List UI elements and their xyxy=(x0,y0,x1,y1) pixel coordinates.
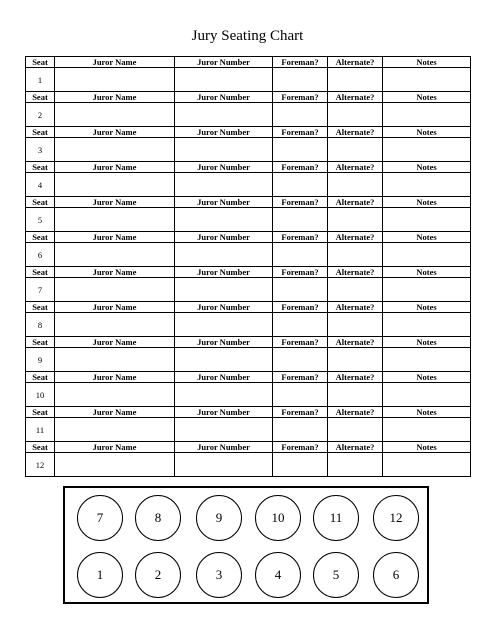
seat-number: 7 xyxy=(26,278,55,302)
seat-number: 1 xyxy=(26,68,55,92)
foreman-cell[interactable] xyxy=(273,243,328,267)
notes-cell[interactable] xyxy=(383,138,471,162)
column-header: Seat xyxy=(26,57,55,68)
column-header: Seat xyxy=(26,162,55,173)
column-header: Juror Name xyxy=(55,407,175,418)
header-row xyxy=(26,197,471,208)
notes-cell[interactable] xyxy=(383,418,471,442)
column-header: Foreman? xyxy=(273,92,328,103)
column-header: Notes xyxy=(383,302,471,313)
notes-cell[interactable] xyxy=(383,208,471,232)
column-header: Seat xyxy=(26,302,55,313)
header-row xyxy=(26,407,471,418)
column-header: Juror Number xyxy=(175,57,273,68)
seat-number: 8 xyxy=(26,313,55,337)
notes-cell[interactable] xyxy=(383,313,471,337)
seat-number: 5 xyxy=(26,208,55,232)
column-header: Seat xyxy=(26,337,55,348)
column-header: Alternate? xyxy=(328,302,383,313)
column-header: Juror Number xyxy=(175,267,273,278)
column-header: Alternate? xyxy=(328,407,383,418)
column-header: Juror Name xyxy=(55,162,175,173)
column-header: Juror Number xyxy=(175,372,273,383)
column-header: Seat xyxy=(26,92,55,103)
foreman-cell[interactable] xyxy=(273,68,328,92)
juror-name-cell[interactable] xyxy=(55,313,175,337)
header-row xyxy=(26,57,471,68)
column-header: Notes xyxy=(383,372,471,383)
seat-number: 9 xyxy=(26,348,55,372)
alternate-cell[interactable] xyxy=(328,243,383,267)
juror-name-cell[interactable] xyxy=(55,68,175,92)
column-header: Foreman? xyxy=(273,127,328,138)
foreman-cell[interactable] xyxy=(273,103,328,127)
column-header: Juror Number xyxy=(175,302,273,313)
juror-number-cell[interactable] xyxy=(175,68,273,92)
column-header: Juror Name xyxy=(55,337,175,348)
alternate-cell[interactable] xyxy=(328,173,383,197)
alternate-cell[interactable] xyxy=(328,313,383,337)
juror-name-cell[interactable] xyxy=(55,418,175,442)
seating-table xyxy=(25,56,471,477)
column-header: Alternate? xyxy=(328,267,383,278)
juror-seat-circle: 9 xyxy=(196,495,242,541)
header-row xyxy=(26,442,471,453)
juror-row xyxy=(26,68,471,92)
column-header: Juror Name xyxy=(55,442,175,453)
column-header: Seat xyxy=(26,232,55,243)
notes-cell[interactable] xyxy=(383,243,471,267)
juror-seat-circle: 5 xyxy=(313,552,359,598)
juror-number-cell[interactable] xyxy=(175,278,273,302)
juror-number-cell[interactable] xyxy=(175,243,273,267)
column-header: Seat xyxy=(26,442,55,453)
header-row xyxy=(26,302,471,313)
header-row xyxy=(26,337,471,348)
column-header: Juror Name xyxy=(55,232,175,243)
foreman-cell[interactable] xyxy=(273,348,328,372)
column-header: Juror Number xyxy=(175,197,273,208)
column-header: Juror Number xyxy=(175,442,273,453)
juror-row xyxy=(26,453,471,477)
juror-number-cell[interactable] xyxy=(175,103,273,127)
juror-number-cell[interactable] xyxy=(175,348,273,372)
seat-number: 2 xyxy=(26,103,55,127)
juror-name-cell[interactable] xyxy=(55,383,175,407)
foreman-cell[interactable] xyxy=(273,313,328,337)
column-header: Seat xyxy=(26,127,55,138)
column-header: Alternate? xyxy=(328,372,383,383)
column-header: Foreman? xyxy=(273,267,328,278)
column-header: Alternate? xyxy=(328,337,383,348)
column-header: Juror Number xyxy=(175,162,273,173)
seat-number: 12 xyxy=(26,453,55,477)
notes-cell[interactable] xyxy=(383,278,471,302)
column-header: Notes xyxy=(383,407,471,418)
notes-cell[interactable] xyxy=(383,453,471,477)
juror-seat-circle: 12 xyxy=(373,495,419,541)
juror-name-cell[interactable] xyxy=(55,173,175,197)
alternate-cell[interactable] xyxy=(328,278,383,302)
column-header: Juror Name xyxy=(55,57,175,68)
notes-cell[interactable] xyxy=(383,348,471,372)
juror-row xyxy=(26,138,471,162)
header-row xyxy=(26,127,471,138)
column-header: Foreman? xyxy=(273,302,328,313)
juror-seat-circle: 7 xyxy=(77,495,123,541)
juror-number-cell[interactable] xyxy=(175,453,273,477)
juror-seat-circle: 2 xyxy=(135,552,181,598)
notes-cell[interactable] xyxy=(383,173,471,197)
foreman-cell[interactable] xyxy=(273,383,328,407)
juror-name-cell[interactable] xyxy=(55,208,175,232)
column-header: Foreman? xyxy=(273,372,328,383)
alternate-cell[interactable] xyxy=(328,208,383,232)
column-header: Notes xyxy=(383,442,471,453)
juror-seat-circle: 10 xyxy=(255,495,301,541)
juror-row xyxy=(26,313,471,337)
alternate-cell[interactable] xyxy=(328,348,383,372)
juror-row xyxy=(26,418,471,442)
juror-row xyxy=(26,103,471,127)
juror-number-cell[interactable] xyxy=(175,418,273,442)
column-header: Notes xyxy=(383,197,471,208)
juror-name-cell[interactable] xyxy=(55,453,175,477)
column-header: Seat xyxy=(26,267,55,278)
column-header: Alternate? xyxy=(328,57,383,68)
column-header: Juror Name xyxy=(55,267,175,278)
alternate-cell[interactable] xyxy=(328,453,383,477)
column-header: Juror Name xyxy=(55,197,175,208)
notes-cell[interactable] xyxy=(383,68,471,92)
juror-row xyxy=(26,383,471,407)
juror-seat-circle: 1 xyxy=(77,552,123,598)
column-header: Alternate? xyxy=(328,232,383,243)
juror-row xyxy=(26,278,471,302)
seat-number: 3 xyxy=(26,138,55,162)
header-row xyxy=(26,372,471,383)
column-header: Juror Name xyxy=(55,372,175,383)
column-header: Alternate? xyxy=(328,127,383,138)
header-row xyxy=(26,232,471,243)
column-header: Foreman? xyxy=(273,197,328,208)
juror-name-cell[interactable] xyxy=(55,278,175,302)
seat-number: 4 xyxy=(26,173,55,197)
foreman-cell[interactable] xyxy=(273,418,328,442)
alternate-cell[interactable] xyxy=(328,383,383,407)
juror-row xyxy=(26,348,471,372)
juror-number-cell[interactable] xyxy=(175,173,273,197)
column-header: Foreman? xyxy=(273,57,328,68)
column-header: Notes xyxy=(383,232,471,243)
column-header: Juror Number xyxy=(175,407,273,418)
foreman-cell[interactable] xyxy=(273,278,328,302)
alternate-cell[interactable] xyxy=(328,103,383,127)
alternate-cell[interactable] xyxy=(328,418,383,442)
page-title: Jury Seating Chart xyxy=(191,28,304,44)
juror-number-cell[interactable] xyxy=(175,313,273,337)
juror-seat-circle: 4 xyxy=(255,552,301,598)
juror-name-cell[interactable] xyxy=(55,103,175,127)
column-header: Notes xyxy=(383,127,471,138)
foreman-cell[interactable] xyxy=(273,138,328,162)
juror-row xyxy=(26,173,471,197)
notes-cell[interactable] xyxy=(383,383,471,407)
juror-seat-circle: 11 xyxy=(313,495,359,541)
column-header: Foreman? xyxy=(273,442,328,453)
column-header: Foreman? xyxy=(273,337,328,348)
column-header: Juror Name xyxy=(55,302,175,313)
juror-name-cell[interactable] xyxy=(55,138,175,162)
seat-number: 6 xyxy=(26,243,55,267)
column-header: Alternate? xyxy=(328,442,383,453)
juror-row xyxy=(26,208,471,232)
seat-number: 11 xyxy=(26,418,55,442)
juror-row xyxy=(26,243,471,267)
column-header: Alternate? xyxy=(328,162,383,173)
foreman-cell[interactable] xyxy=(273,173,328,197)
column-header: Notes xyxy=(383,267,471,278)
juror-seat-circle: 3 xyxy=(196,552,242,598)
column-header: Notes xyxy=(383,57,471,68)
seat-number: 10 xyxy=(26,383,55,407)
header-row xyxy=(26,162,471,173)
column-header: Foreman? xyxy=(273,162,328,173)
foreman-cell[interactable] xyxy=(273,208,328,232)
notes-cell[interactable] xyxy=(383,103,471,127)
column-header: Notes xyxy=(383,162,471,173)
column-header: Notes xyxy=(383,337,471,348)
column-header: Juror Number xyxy=(175,92,273,103)
juror-number-cell[interactable] xyxy=(175,208,273,232)
column-header: Foreman? xyxy=(273,407,328,418)
column-header: Foreman? xyxy=(273,232,328,243)
alternate-cell[interactable] xyxy=(328,68,383,92)
alternate-cell[interactable] xyxy=(328,138,383,162)
column-header: Seat xyxy=(26,372,55,383)
column-header: Alternate? xyxy=(328,92,383,103)
column-header: Juror Number xyxy=(175,337,273,348)
column-header: Juror Number xyxy=(175,127,273,138)
column-header: Juror Name xyxy=(55,92,175,103)
header-row xyxy=(26,92,471,103)
column-header: Seat xyxy=(26,197,55,208)
juror-number-cell[interactable] xyxy=(175,138,273,162)
juror-seat-circle: 8 xyxy=(135,495,181,541)
juror-name-cell[interactable] xyxy=(55,243,175,267)
juror-number-cell[interactable] xyxy=(175,383,273,407)
column-header: Alternate? xyxy=(328,197,383,208)
column-header: Notes xyxy=(383,92,471,103)
jury-box xyxy=(63,486,429,604)
juror-seat-circle: 6 xyxy=(373,552,419,598)
header-row xyxy=(26,267,471,278)
foreman-cell[interactable] xyxy=(273,453,328,477)
column-header: Juror Number xyxy=(175,232,273,243)
juror-name-cell[interactable] xyxy=(55,348,175,372)
column-header: Juror Name xyxy=(55,127,175,138)
column-header: Seat xyxy=(26,407,55,418)
